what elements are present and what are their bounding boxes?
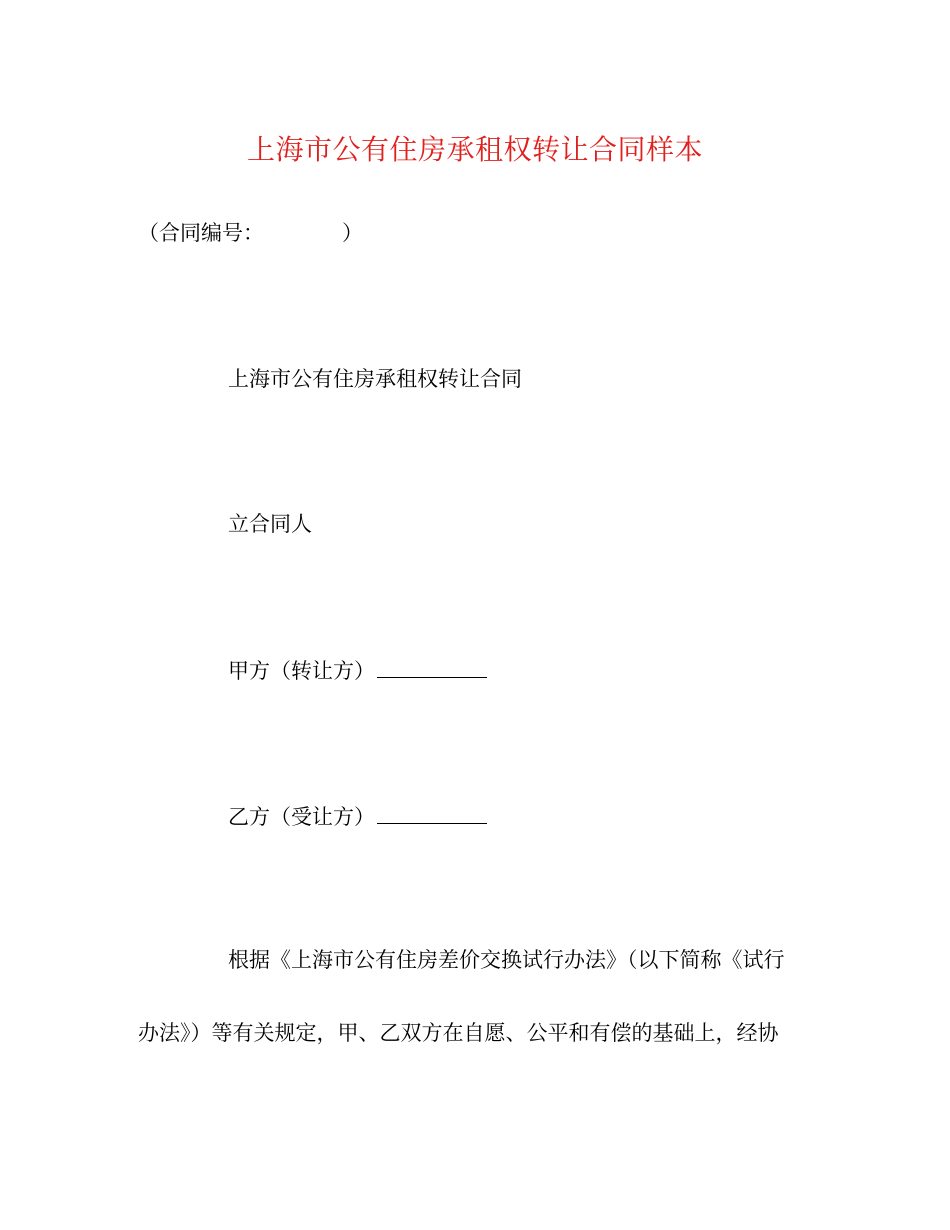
party-b-label: 乙方（受让方） xyxy=(228,805,375,829)
contract-number-prefix: （合同编号： xyxy=(138,221,264,245)
party-b-blank xyxy=(377,801,487,824)
party-a-blank xyxy=(377,655,487,678)
contract-subtitle: 上海市公有住房承租权转让合同 xyxy=(228,367,522,391)
parties-heading: 立合同人 xyxy=(228,512,312,536)
party-a-label: 甲方（转让方） xyxy=(228,659,375,683)
contract-number-suffix: ） xyxy=(342,221,363,245)
document-title: 上海市公有住房承租权转让合同样本 xyxy=(246,133,703,166)
body-text-line-1: 根据《上海市公有住房差价交换试行办法》（以下简称《试行 xyxy=(228,948,785,972)
party-b-line xyxy=(228,801,487,832)
party-a-line xyxy=(228,655,487,686)
body-text-line-2: 办法》）等有关规定，甲、乙双方在自愿、公平和有偿的基础上，经协 xyxy=(138,1021,779,1045)
contract-number-line xyxy=(138,218,363,248)
